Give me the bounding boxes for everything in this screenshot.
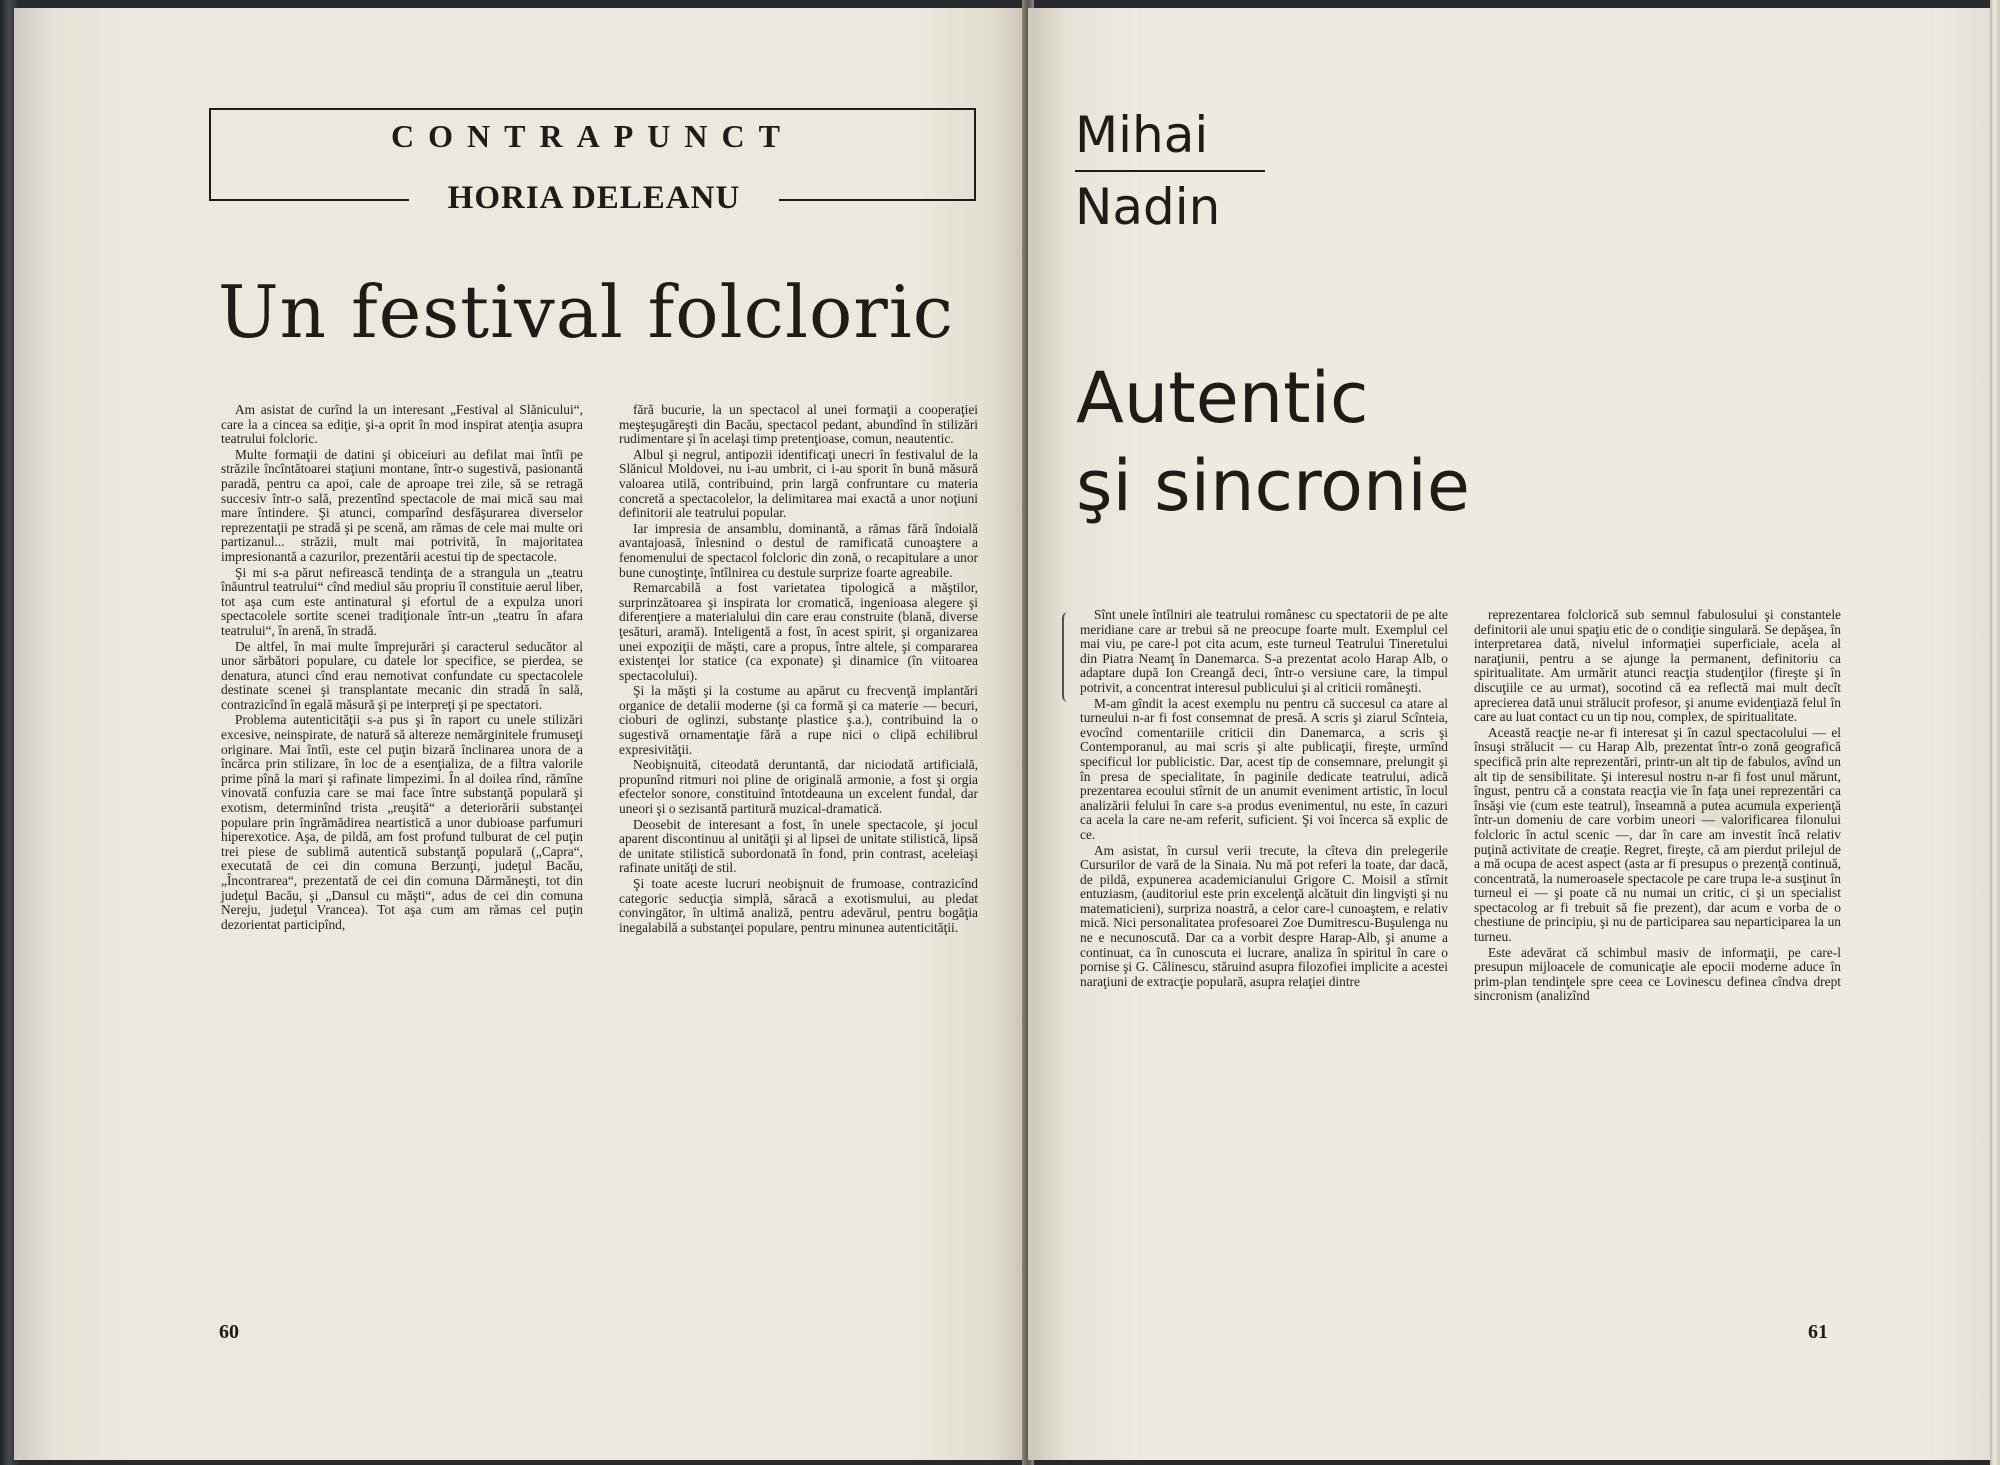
right-title-line-1: Autentic — [1076, 357, 1369, 439]
paragraph: Multe formaţii de datini şi obiceiuri au defilat mai întîi pe străzile încîntătoarei staţiuni montane, într-o sugestivă, pasionantă paradă, pentru ca apoi, cale de aproape trei zile, să se retragă succesiv într-o sală, prezentînd spectacole de mai mică sau mai mare întindere. Şi atunci, comparînd desfăşurarea diverselor reprezentaţii pe stradă şi pe scenă, am rămas de cele mai multe ori partizanul... străzii, mult mai potrivită, în majoritatea impresionantă a cazurilor, prezentării acestui tip de spectacole. — [221, 446, 583, 564]
paragraph: Am asistat de curînd la un interesant „Festival al Slănicului“, care la a cincea sa ediţie, şi-a oprit în mod inspirat atenţia asupra teatrului folcloric. — [221, 402, 583, 447]
left-page-number: 60 — [219, 1321, 239, 1343]
paragraph: Această reacţie ne-ar fi interesat şi în cazul spectacolului — el însuşi strălucit — cu Harap Alb, prezentat într-o zonă geografică specifică prin alte reprezentări, printr-un alt tip de fabulos, avînd un alt tip de sensibilitate. Şi interesul nostru n-ar fi fost unul mărunt, îngust, pentru că a constata reacţia vie în faţa unei reprezentări ca însăşi vie (cum este teatrul), înseamnă a putea acumula experienţă într-un domeniu de care vorbim uneori — valorificarea filonului folcloric în actul scenic —, dar în care am investit încă relativ puţină activitate de creaţie. Regret, fireşte, că am pierdut prilejul de a mă ocupa de acest aspect (asta ar fi presupus o prezenţă continuă, concentrată, la numeroasele spectacole pe care trupa le-a susţinut în turneul ei — şi poate că nu numai un critic, ci şi un specialist spectacolog ar fi trebuit să fie prezent), dar acum e vorba de o chestiune de principiu, şi nu de participarea sau neparticiparea la un turneu. — [1474, 724, 1841, 945]
paragraph: Sînt unele întîlniri ale teatrului românesc cu spectatorii de pe alte meridiane care ar trebui să ne preocupe foarte mult. Exemplul cel mai viu, pe care-l pot cita acum, este turneul Teatrului Tineretului din Piatra Neamţ în Danemarca. S-a prezentat acolo Harap Alb, o adaptare după Ion Creangă deci, într-o versiune care, la timpul potrivit, a concentrat interesul publicului şi al criticii româneşti. — [1080, 607, 1448, 695]
paragraph: Problema autenticităţii s-a pus şi în raport cu unele stilizări excesive, neinspirate, de natură să altereze nemărginitele frumuseţi originare. Mai întîi, este cel puţin bizară înclinarea unora de a încărca prin stilizare, în loc de a esenţializa, de a filtra valorile prime pînă la mari şi rafinate limpezimi. În al doilea rînd, rămîne vinovată confuzia care se mai face între substanţă populară şi exotism, determinînd trista „reuşită“ a deteriorării substanţei populare prin îngrămădirea neartistică a unor dubioase parfumuri hiperexotice. Aşa, de pildă, am fost profund tulburat de cel puţin trei piese de sublimă autentică substanţă populară („Capra“, executată de cei din comuna Berzunţi, judeţul Bacău, „Încontrarea“, prezentată de cei din comuna Dărmăneşti, tot din judeţul Bacău, şi „Dansul cu măşti“, adus de cei din comuna Nereju, judeţul Vrancea). Tot aşa cum am rămas cel puţin dezorientat participînd, — [221, 712, 583, 932]
right-text-column-1 — [1080, 608, 1448, 989]
paragraph: De altfel, în mai multe împrejurări şi caracterul seducător al unor sărbători populare, cu datele lor specifice, se pierdea, se denatura, atunci cînd erau nemotivat confundate cu spectacolele destinate scenei şi transplantate mecanic din stradă în sală, contrazicînd în egală măsură şi pe interpreţi şi pe spectatori. — [221, 638, 583, 712]
author-rule-left — [209, 199, 409, 201]
left-author-row — [209, 180, 976, 220]
paragraph: reprezentarea folclorică sub semnul fabulosului şi constantele definitorii ale unui spaţiu etic de o condiţie singulară. Se depăşea, în interpretarea dată, nivelul informaţiei superficiale, acela al naraţiunii, pentru a se ajunge la permanent, definitoriu ca spiritualitate. Am urmărit atunci reacţia studenţilor (fireşte şi în discuţiile ce au urmat), socotind că ea reflectă mai mult decît aprecierea dată unui strălucit profesor, şi anume evidenţiază felul în care au luat contact cu un tip nou, complex, de spiritualitate. — [1474, 607, 1841, 725]
right-page-number: 61 — [1808, 1321, 1828, 1343]
right-author-last-name: Nadin — [1075, 178, 1221, 236]
column-title: CONTRAPUNCT — [391, 118, 794, 154]
paragraph: Iar impresia de ansamblu, dominantă, a rămas fără îndoială avantajoasă, înlesnind o destul de ramificată cunoaştere a fenomenului de spectacol folcloric din zonă, o recapitulare a unor bune cunoştinţe, întîlnirea cu destule surprize foarte agreabile. — [619, 520, 978, 580]
paragraph: Este adevărat că schimbul masiv de informaţii, pe care-l presupun mijloacele de comunicaţie ale epocii moderne aduce în prim-plan tendinţele spre ceea ce Lovinescu definea cîndva drept sincronism (analizînd — [1474, 944, 1841, 1004]
page-block-edge — [1990, 0, 2000, 1465]
margin-bracket-mark — [1062, 612, 1074, 702]
paragraph: Remarcabilă a fost varietatea tipologică a măştilor, surprinzătoarea şi inspirata lor cromatică, ingenioasa alegere şi diferenţiere a materialului din care erau construite (blană, diverse ţesături, aramă). Inteligentă a fost, în acest spirit, şi organizarea unei expoziţii de măşti, care a propus, între altele, şi compararea existenţei lor statice (ca exponate) şi dinamice (în viitoarea spectacolului). — [619, 580, 978, 683]
paragraph: M-am gîndit la acest exemplu nu pentru că succesul ca atare al turneului n-ar fi fost consemnat de presă. A scris şi ziarul Scînteia, evocînd comentariile criticii din Danemarca, a scris şi Contemporanul, au mai scris şi alte publicaţii, fireşte, urmînd specificul lor publicistic. Dar, acest tip de consemnare, prelungit şi în presa de specialitate, în paginile dedicate teatrului, adică prezentarea ecoului stîrnit de un anumit eveniment artistic, în locul analizării felului în care s-a produs evenimentul, nu este, în cazuri ca acela la care ne-am referit, suficient. Şi voi încerca să explic de ce. — [1080, 695, 1448, 842]
paragraph: Şi mi s-a părut nefirească tendinţa de a strangula un „teatru înăuntrul teatrului“ cînd mediul său propriu îl constituie aerul liber, tot aşa cum este antinatural şi efortul de a expulza unori spectacolele sortite scenei tradiţionale într-un „teatru în afara teatrului“, în arenă, în stradă. — [221, 564, 583, 638]
paragraph: Deosebit de interesant a fost, în unele spectacole, şi jocul aparent discontinuu al unităţii şi al lipsei de unitate stilistică, lipsă de unitate stilistică subordonată în fond, prin contrast, aceleiaşi rafinate unităţi de stil. — [619, 816, 978, 876]
paragraph: Albul şi negrul, antipozii identificaţi unecri în festivalul de la Slănicul Moldovei, nu i-au umbrit, ci i-au sporit în bună măsură valoarea utilă, contribuind, prin largă confruntare cu materia concretă a spectacolelor, la delimitarea mai exactă a unor noţiuni definitorii ale teatrului popular. — [619, 446, 978, 521]
right-article-title — [1076, 354, 1576, 530]
paragraph: Am asistat, în cursul verii trecute, la cîteva din prelegerile Cursurilor de vară de la Sinaia. Nu mă pot referi la toate, dar dacă, de pildă, expunerea academicianului Grigore C. Moisil a stîrnit entuziasm, (auditoriul este prin excelenţă alcătuit din lingvişti şi nu matematicieni), surpriza noastră, a celor care-l cunoaştem, e relativ mică. Nici personalitatea profesoarei Zoe Dumitrescu-Buşulenga nu ne e necunoscută. Dar ca a vorbit despre Harap-Alb, şi anume a continuat, ca în cunoscuta ei lucrare, analiza în spiritul în care o pornise şi G. Călinescu, stăruind asupra filozofiei implicite a acestei naraţiuni de extracţie populară, asupra relaţiei dintre — [1080, 842, 1448, 989]
right-text-column-2 — [1474, 608, 1841, 1004]
left-author-name: HORIA DELEANU — [447, 180, 741, 216]
paragraph: fără bucurie, la un spectacol al unei formaţii a cooperaţiei meşteşugăreşti din Bacău, spectacol pedant, abundînd în stilizări rudimentare şi în acelaşi timp pretenţioase, comun, neautentic. — [619, 402, 978, 447]
left-text-column-1 — [221, 403, 583, 932]
author-rule-right — [779, 199, 976, 201]
left-text-column-2 — [619, 403, 978, 935]
paragraph: Neobişnuită, citeodată deruntantă, dar niciodată artificială, propunînd ritmuri noi pline de originală armonie, a fost şi orgia efectelor sonore, constituind întotdeauna un excelent fundal, dar uneori şi o sezisantă partitură muzical-dramatică. — [619, 757, 978, 817]
left-article-title: Un festival folcloric — [218, 270, 955, 354]
paragraph: Şi la măşti şi la costume au apărut cu frecvenţă implantări organice de detalii moderne (şi ca formă şi ca materie — becuri, cioburi de oglinzi, substanţe plastice ş.a.), contribuind la o sugestivă ornamentaţie fără a rupe nici o clipă echilibrul expresivităţii. — [619, 683, 978, 757]
right-author — [1075, 104, 1295, 238]
paragraph: Şi toate aceste lucruri neobişnuit de frumoase, contrazicînd categoric seducţia simplă, săracă a exotismului, au pledat convingător, în ultimă analiză, pentru adevărul, pentru bogăţia inegalabilă a substanţei populare, pentru minunea autenticităţii. — [619, 876, 978, 935]
right-author-first-name: Mihai — [1075, 104, 1265, 172]
right-title-line-2: şi sincronie — [1076, 445, 1470, 527]
